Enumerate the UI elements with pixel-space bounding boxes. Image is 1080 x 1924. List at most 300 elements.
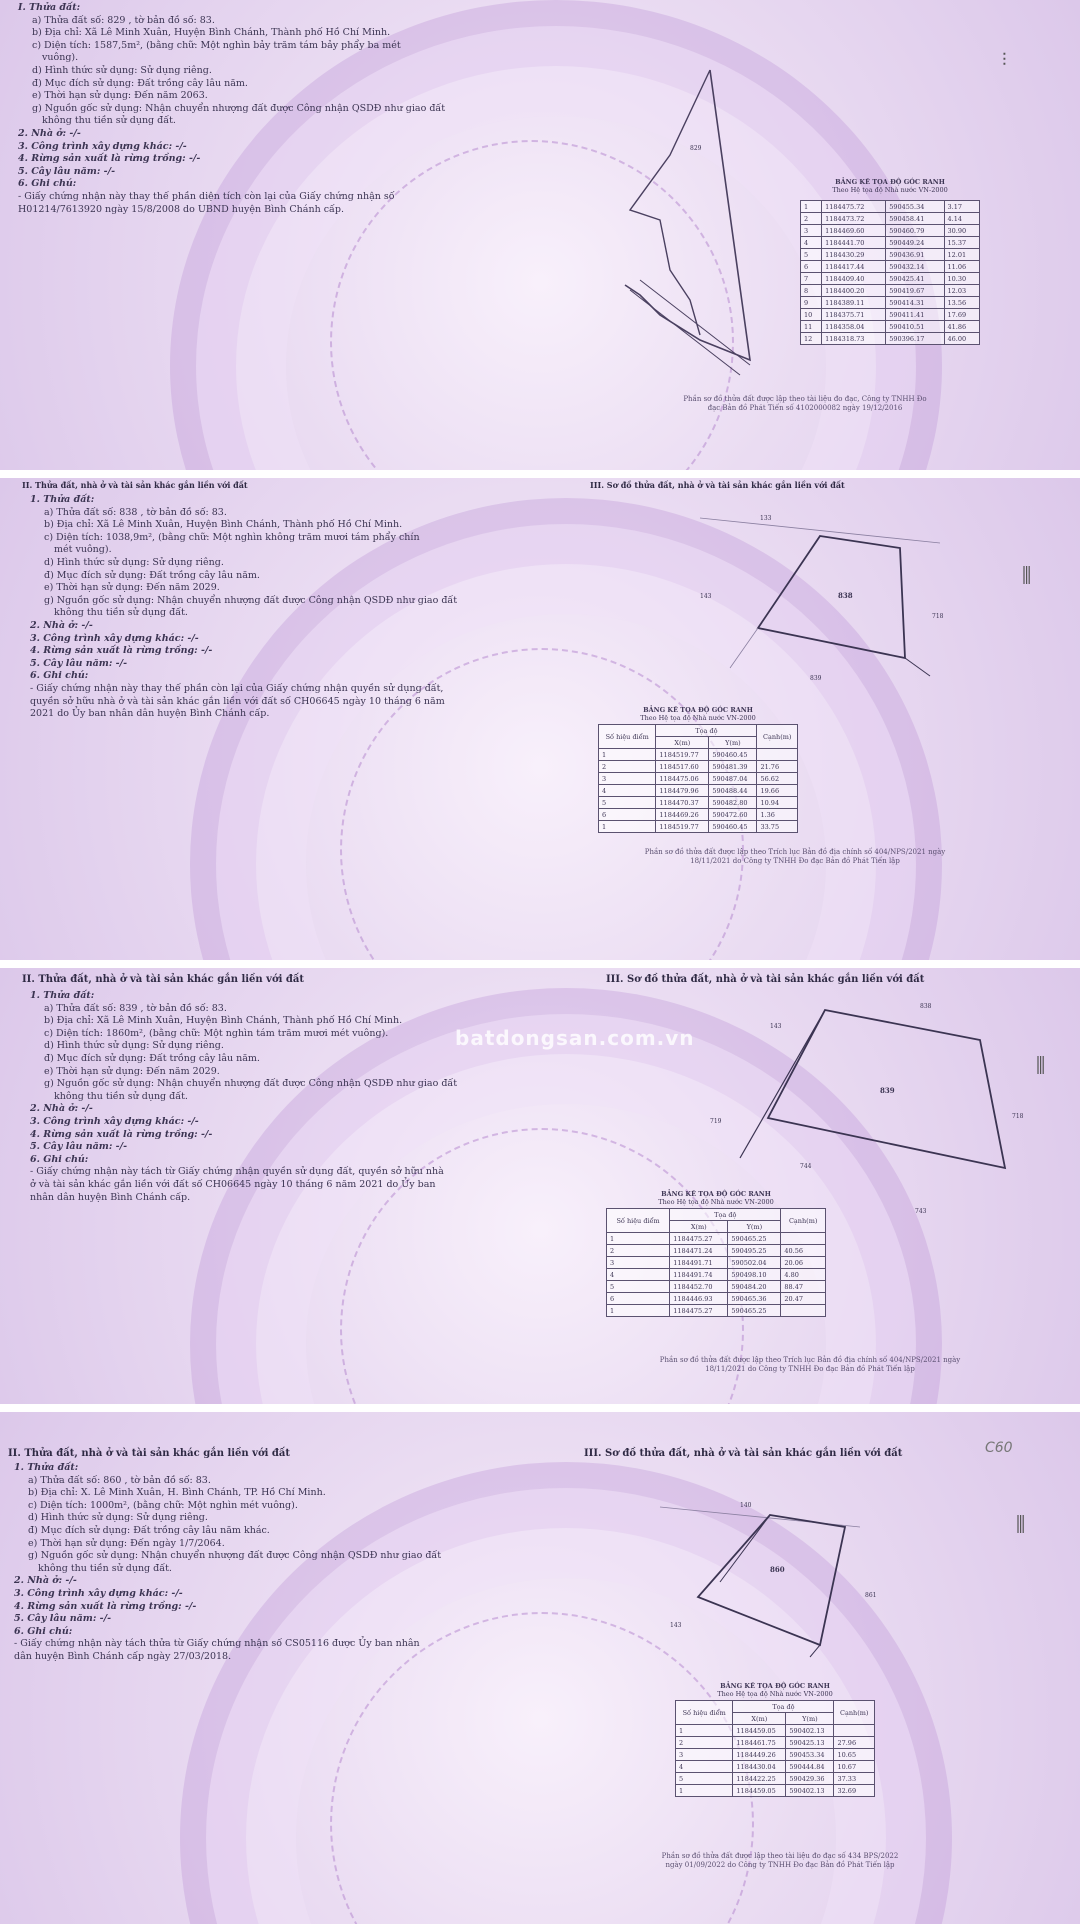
- table-cell: 590472.60: [709, 809, 757, 821]
- info-line: c) Diện tích: 1000m², (bằng chữ: Một nghìn mét vuông).: [28, 1499, 298, 1511]
- table-cell: 1184389.11: [822, 297, 886, 309]
- sheet2-heading-right: III. Sơ đồ thửa đất, nhà ở và tài sản khác gắn liền với đất: [590, 480, 845, 490]
- info-line: không thu tiền sử dụng đất.: [54, 1090, 188, 1102]
- margin-mark: ⫼: [1022, 563, 1032, 587]
- table-cell: 4: [599, 785, 656, 797]
- info-line: 4. Rừng sản xuất là rừng trồng: -/-: [14, 1600, 197, 1612]
- info-line: - Giấy chứng nhận này tách từ Giấy chứng nhận quyền sử dụng đất, quyền sở hữu nhà: [30, 1166, 444, 1178]
- table-cell: 33.75: [757, 821, 798, 833]
- table-cell: 590465.25: [728, 1305, 781, 1317]
- table-row: [676, 1785, 875, 1797]
- table-cell: 6: [599, 809, 656, 821]
- table-cell: 3: [599, 773, 656, 785]
- info-line: g) Nguồn gốc sử dụng: Nhận chuyển nhượng đất được Công nhận QSDĐ như giao đất: [44, 1078, 458, 1090]
- table-cell: 1184461.75: [733, 1737, 786, 1749]
- table-cell: [834, 1725, 875, 1737]
- table-cell: 1184491.74: [670, 1269, 728, 1281]
- info-line: 2. Nhà ở: -/-: [30, 619, 93, 631]
- table-cell: 1184469.60: [822, 225, 886, 237]
- table-cell: 12.03: [944, 285, 979, 297]
- table-cell: 37.33: [834, 1773, 875, 1785]
- info-line: 6. Ghi chú:: [30, 670, 89, 682]
- table-cell: 15.37: [944, 237, 979, 249]
- table-row: [676, 1749, 875, 1761]
- sheet4-parcel-map: [660, 1497, 900, 1671]
- table-cell: 27.96: [834, 1737, 875, 1749]
- table-cell: [781, 1233, 826, 1245]
- info-line: c) Diện tích: 1860m², (bằng chữ: Một nghìn tám trăm mươi mét vuông).: [44, 1027, 389, 1039]
- table-header-cell: Số hiệu điểm: [607, 1209, 670, 1233]
- info-line: không thu tiền sử dụng đất.: [42, 115, 176, 127]
- sheet4-table-caption: BẢNG KÊ TỌA ĐỘ GÓC RANH Theo Hệ tọa độ Nhà nước VN-2000: [717, 1682, 833, 1698]
- neighbor-label: 743: [915, 1208, 927, 1215]
- table-cell: 590396.17: [886, 333, 944, 345]
- info-line: c) Diện tích: 1587,5m², (bằng chữ: Một nghìn bảy trăm tám bảy phẩy ba mét: [32, 39, 401, 51]
- info-line: 1. Thửa đất:: [30, 990, 95, 1001]
- table-header-cell: Tọa độ: [670, 1209, 781, 1221]
- info-line: - Giấy chứng nhận này thay thế phần diện tích còn lại của Giấy chứng nhận số: [18, 190, 395, 202]
- table-cell: 32.69: [834, 1785, 875, 1797]
- parcel-label: 839: [880, 1086, 895, 1095]
- sheet4-land-info: [14, 1462, 441, 1664]
- table-cell: 3: [607, 1257, 670, 1269]
- divider: [0, 1404, 1080, 1412]
- table-cell: 13.56: [944, 297, 979, 309]
- table-cell: 1184446.93: [670, 1293, 728, 1305]
- sheet2-coordinate-table: [598, 724, 798, 833]
- sheet4-heading-right: III. Sơ đồ thửa đất, nhà ở và tài sản khác gắn liền với đất: [584, 1448, 903, 1459]
- info-line: 5. Cây lâu năm: -/-: [18, 165, 116, 177]
- info-line: 5. Cây lâu năm: -/-: [14, 1613, 112, 1625]
- table-cell: 2: [676, 1737, 733, 1749]
- table-cell: 1184409.40: [822, 273, 886, 285]
- info-line: d) Hình thức sử dụng: Sử dụng riêng.: [44, 1040, 224, 1052]
- handwritten-note: C60: [985, 1440, 1013, 1456]
- table-cell: 590482.80: [709, 797, 757, 809]
- table-cell: 46.00: [944, 333, 979, 345]
- table-cell: 2: [599, 761, 656, 773]
- table-cell: 9: [801, 297, 822, 309]
- table-cell: 1184479.96: [656, 785, 709, 797]
- table-cell: 1184459.05: [733, 1725, 786, 1737]
- table-cell: 1184459.05: [733, 1785, 786, 1797]
- certificate-sheet-3: [0, 968, 1080, 1404]
- table-row: [676, 1737, 875, 1749]
- neighbor-label: 838: [920, 1003, 932, 1010]
- table-cell: 3: [676, 1749, 733, 1761]
- neighbor-label: 718: [932, 613, 944, 620]
- info-line: 6. Ghi chú:: [30, 1153, 89, 1165]
- table-cell: 590425.41: [886, 273, 944, 285]
- table-cell: 12: [801, 333, 822, 345]
- sheet2-table-caption: BẢNG KÊ TỌA ĐỘ GÓC RANH Theo Hệ tọa độ Nhà nước VN-2000: [640, 706, 756, 722]
- table-cell: 1184519.77: [656, 821, 709, 833]
- info-line: 2021 do Ủy ban nhân dân huyện Bình Chánh cấp.: [30, 708, 270, 720]
- table-cell: 17.69: [944, 309, 979, 321]
- info-line: không thu tiền sử dụng đất.: [38, 1562, 172, 1574]
- table-cell: 590502.04: [728, 1257, 781, 1269]
- info-line: vuông).: [42, 52, 79, 64]
- table-row: [801, 273, 980, 285]
- table-cell: 19.66: [757, 785, 798, 797]
- table-cell: 1184470.37: [656, 797, 709, 809]
- info-line: 3. Công trình xây dựng khác: -/-: [14, 1587, 183, 1599]
- table-cell: 1: [801, 201, 822, 213]
- table-cell: 1184375.71: [822, 309, 886, 321]
- table-header-cell: Y(m): [728, 1221, 781, 1233]
- table-cell: 590484.20: [728, 1281, 781, 1293]
- table-cell: 590425.13: [786, 1737, 834, 1749]
- table-header-row: [599, 725, 798, 737]
- info-line: 6. Ghi chú:: [14, 1625, 73, 1637]
- sheet3-table-caption: BẢNG KÊ TỌA ĐỘ GÓC RANH Theo Hệ tọa độ Nhà nước VN-2000: [658, 1190, 774, 1206]
- table-header-cell: Số hiệu điểm: [676, 1701, 733, 1725]
- table-header-cell: Cạnh(m): [834, 1701, 875, 1725]
- table-row: [599, 821, 798, 833]
- divider: [0, 960, 1080, 968]
- info-line: b) Địa chỉ: Xã Lê Minh Xuân, Huyện Bình Chánh, Thành phố Hồ Chí Minh.: [32, 27, 391, 39]
- table-cell: 30.90: [944, 225, 979, 237]
- info-line: d) Hình thức sử dụng: Sử dụng riêng.: [28, 1512, 208, 1524]
- table-cell: 3: [801, 225, 822, 237]
- info-line: quyền sở hữu nhà ở và tài sản khác gắn liền với đất số CH06645 ngày 10 tháng 6 năm: [30, 695, 445, 707]
- table-cell: [757, 749, 798, 761]
- sheet3-heading-right: III. Sơ đồ thửa đất, nhà ở và tài sản khác gắn liền với đất: [606, 974, 925, 985]
- info-line: I. Thửa đất:: [18, 2, 81, 13]
- table-cell: 1184430.29: [822, 249, 886, 261]
- table-cell: 590432.14: [886, 261, 944, 273]
- table-cell: 8: [801, 285, 822, 297]
- info-line: 3. Công trình xây dựng khác: -/-: [18, 140, 187, 152]
- table-cell: 590481.39: [709, 761, 757, 773]
- table-cell: 590410.51: [886, 321, 944, 333]
- sheet4-coordinate-table: [675, 1700, 875, 1797]
- table-row: [801, 225, 980, 237]
- info-line: - Giấy chứng nhận này thay thế phần còn lại của Giấy chứng nhận quyền sử dụng đất,: [30, 682, 444, 694]
- sheet3-footnote: Phần sơ đồ thửa đất được lập theo Trích lục Bản đồ địa chính số 404/NPS/2021 ngày 18/11/2021 do Công ty TNHH Đo đạc Bản đồ Phát Tiến lập: [659, 1356, 961, 1373]
- info-line: a) Thửa đất số: 829 , tờ bản đồ số: 83.: [32, 14, 215, 26]
- info-line: b) Địa chỉ: Xã Lê Minh Xuân, Huyện Bình Chánh, Thành phố Hồ Chí Minh.: [44, 519, 403, 531]
- table-cell: 1184519.77: [656, 749, 709, 761]
- table-cell: 6: [607, 1293, 670, 1305]
- margin-mark: ⫶: [1002, 50, 1007, 71]
- watermark: batdongsan.com.vn: [455, 1026, 695, 1050]
- info-line: 2. Nhà ở: -/-: [18, 127, 81, 139]
- table-cell: 1184417.44: [822, 261, 886, 273]
- table-row: [607, 1233, 826, 1245]
- table-cell: 1: [676, 1725, 733, 1737]
- info-line: - Giấy chứng nhận này tách thửa từ Giấy chứng nhận số CS05116 được Ủy ban nhân: [14, 1638, 420, 1650]
- table-cell: 1: [607, 1233, 670, 1245]
- parcel-label: 860: [770, 1565, 785, 1574]
- table-row: [801, 237, 980, 249]
- table-cell: 11: [801, 321, 822, 333]
- table-cell: 590487.04: [709, 773, 757, 785]
- info-line: 4. Rừng sản xuất là rừng trồng: -/-: [18, 153, 201, 165]
- sheet1-footnote: Phần sơ đồ thửa đất được lập theo tài liệu đo đạc, Công ty TNHH Đo đạc Bản đồ Phát Tiến số 4102000082 ngày 19/12/2016: [683, 395, 927, 412]
- table-cell: 1184475.27: [670, 1233, 728, 1245]
- table-header-cell: Tọa độ: [656, 725, 757, 737]
- info-line: e) Thời hạn sử dụng: Đến ngày 1/7/2064.: [28, 1537, 225, 1549]
- table-cell: 590402.13: [786, 1725, 834, 1737]
- info-line: đ) Mục đích sử dụng: Đất trồng cây lâu năm khác.: [28, 1524, 270, 1536]
- certificate-sheet-4: [0, 1412, 1080, 1924]
- table-cell: 1184475.06: [656, 773, 709, 785]
- margin-mark: ⫼: [1016, 1512, 1026, 1536]
- table-header-cell: X(m): [670, 1221, 728, 1233]
- info-line: 5. Cây lâu năm: -/-: [30, 1141, 128, 1153]
- table-cell: 1184475.72: [822, 201, 886, 213]
- table-header-cell: Số hiệu điểm: [599, 725, 656, 749]
- info-line: đ) Mục đích sử dụng: Đất trồng cây lâu năm.: [44, 569, 260, 581]
- table-header-row: [676, 1701, 875, 1713]
- sheet2-footnote: Phần sơ đồ thửa đất được lập theo Trích lục Bản đồ địa chính số 404/NPS/2021 ngày 18/11/2021 do Công ty TNHH Đo đạc Bản đồ Phát Tiến lập: [644, 848, 946, 865]
- table-row: [599, 749, 798, 761]
- table-cell: 4.80: [781, 1269, 826, 1281]
- info-line: 5. Cây lâu năm: -/-: [30, 657, 128, 669]
- table-row: [599, 797, 798, 809]
- table-cell: 10: [801, 309, 822, 321]
- table-cell: 1184422.25: [733, 1773, 786, 1785]
- table-cell: 56.62: [757, 773, 798, 785]
- neighbor-label: 718: [1012, 1113, 1024, 1120]
- sheet3-heading-left: II. Thửa đất, nhà ở và tài sản khác gắn liền với đất: [22, 974, 305, 985]
- sheet3-coordinate-table: [606, 1208, 826, 1317]
- table-row: [607, 1293, 826, 1305]
- table-cell: 1: [599, 749, 656, 761]
- table-row: [607, 1245, 826, 1257]
- info-line: H01214/7613920 ngày 15/8/2008 do UBND huyện Bình Chánh cấp.: [18, 203, 344, 215]
- info-line: 2. Nhà ở: -/-: [30, 1103, 93, 1115]
- sheet4-heading-left: II. Thửa đất, nhà ở và tài sản khác gắn liền với đất: [8, 1448, 291, 1459]
- table-cell: 1184517.60: [656, 761, 709, 773]
- table-header-cell: Cạnh(m): [757, 725, 798, 749]
- table-row: [801, 213, 980, 225]
- table-row: [801, 297, 980, 309]
- table-cell: [781, 1305, 826, 1317]
- table-cell: 590429.36: [786, 1773, 834, 1785]
- table-cell: 20.06: [781, 1257, 826, 1269]
- table-row: [676, 1773, 875, 1785]
- table-cell: 11.06: [944, 261, 979, 273]
- info-line: dân huyện Bình Chánh cấp ngày 27/03/2018.: [14, 1650, 232, 1662]
- margin-mark: ⫼: [1036, 1053, 1046, 1077]
- info-line: 3. Công trình xây dựng khác: -/-: [30, 1115, 199, 1127]
- info-line: g) Nguồn gốc sử dụng: Nhận chuyển nhượng đất được Công nhận QSDĐ như giao đất: [32, 102, 446, 114]
- info-line: c) Diện tích: 1038,9m², (bằng chữ: Một nghìn không trăm mươi tám phẩy chín: [44, 531, 420, 543]
- table-cell: 590449.24: [886, 237, 944, 249]
- info-line: b) Địa chỉ: Xã Lê Minh Xuân, Huyện Bình Chánh, Thành phố Hồ Chí Minh.: [44, 1015, 403, 1027]
- table-cell: 1184318.73: [822, 333, 886, 345]
- table-cell: 40.56: [781, 1245, 826, 1257]
- neighbor-label: 744: [800, 1163, 812, 1170]
- table-header-cell: X(m): [733, 1713, 786, 1725]
- info-line: a) Thửa đất số: 839 , tờ bản đồ số: 83.: [44, 1002, 227, 1014]
- info-line: 4. Rừng sản xuất là rừng trồng: -/-: [30, 645, 213, 657]
- sheet1-land-info: [18, 2, 445, 216]
- neighbor-label: 133: [760, 515, 772, 522]
- sheet4-footnote: Phần sơ đồ thửa đất được lập theo tài liệu đo đạc số 434 BPS/2022 ngày 01/09/2022 do Công ty TNHH Đo đạc Bản đồ Phát Tiến lập: [661, 1852, 899, 1869]
- table-cell: 5: [599, 797, 656, 809]
- table-row: [599, 773, 798, 785]
- divider: [0, 470, 1080, 478]
- table-row: [801, 285, 980, 297]
- table-cell: 5: [801, 249, 822, 261]
- table-cell: 590488.44: [709, 785, 757, 797]
- table-cell: 590436.91: [886, 249, 944, 261]
- table-cell: 1184452.70: [670, 1281, 728, 1293]
- neighbor-label: 839: [810, 675, 822, 682]
- table-cell: 1: [607, 1305, 670, 1317]
- parcel-label: 838: [838, 591, 853, 600]
- table-row: [801, 201, 980, 213]
- table-row: [607, 1281, 826, 1293]
- sheet3-land-info: [30, 990, 457, 1204]
- table-cell: 590458.41: [886, 213, 944, 225]
- table-header-cell: Cạnh(m): [781, 1209, 826, 1233]
- info-line: 6. Ghi chú:: [18, 178, 77, 190]
- table-cell: 1184473.72: [822, 213, 886, 225]
- table-header-cell: Y(m): [709, 737, 757, 749]
- table-cell: 3.17: [944, 201, 979, 213]
- table-header-cell: Y(m): [786, 1713, 834, 1725]
- info-line: 3. Công trình xây dựng khác: -/-: [30, 632, 199, 644]
- table-row: [801, 249, 980, 261]
- neighbor-label: 719: [710, 1118, 722, 1125]
- info-line: a) Thửa đất số: 860 , tờ bản đồ số: 83.: [28, 1474, 211, 1486]
- table-cell: 590402.13: [786, 1785, 834, 1797]
- table-cell: 1: [676, 1785, 733, 1797]
- table-cell: 5: [676, 1773, 733, 1785]
- table-row: [599, 809, 798, 821]
- table-cell: 4: [676, 1761, 733, 1773]
- table-header-cell: X(m): [656, 737, 709, 749]
- certificate-sheet-2: [0, 478, 1080, 960]
- table-cell: 590465.25: [728, 1233, 781, 1245]
- table-row: [599, 785, 798, 797]
- info-line: 1. Thửa đất:: [14, 1462, 79, 1473]
- table-cell: 5: [607, 1281, 670, 1293]
- table-cell: 4: [801, 237, 822, 249]
- table-cell: 1184469.26: [656, 809, 709, 821]
- info-line: ở và tài sản khác gắn liền với đất số CH06645 ngày 10 tháng 6 năm 2021 do Ủy ban: [30, 1178, 436, 1190]
- neighbor-label: 861: [865, 1592, 877, 1599]
- table-cell: 1184449.26: [733, 1749, 786, 1761]
- table-cell: 6: [801, 261, 822, 273]
- table-cell: 21.76: [757, 761, 798, 773]
- table-row: [801, 261, 980, 273]
- table-cell: 1184400.20: [822, 285, 886, 297]
- table-cell: 590453.34: [786, 1749, 834, 1761]
- table-cell: 590460.79: [886, 225, 944, 237]
- table-cell: 41.86: [944, 321, 979, 333]
- info-line: e) Thời hạn sử dụng: Đến năm 2063.: [32, 90, 208, 102]
- info-line: e) Thời hạn sử dụng: Đến năm 2029.: [44, 1065, 220, 1077]
- table-row: [676, 1761, 875, 1773]
- certificate-sheet-1: [0, 0, 1080, 470]
- info-line: đ) Mục đích sử dụng: Đất trồng cây lâu năm.: [44, 1052, 260, 1064]
- table-cell: 12.01: [944, 249, 979, 261]
- table-row: [599, 761, 798, 773]
- table-cell: 590455.34: [886, 201, 944, 213]
- table-cell: 1: [599, 821, 656, 833]
- table-cell: 7: [801, 273, 822, 285]
- table-row: [607, 1305, 826, 1317]
- table-cell: 2: [607, 1245, 670, 1257]
- sheet1-parcel-map: [600, 60, 800, 384]
- table-cell: 590465.36: [728, 1293, 781, 1305]
- table-row: [676, 1725, 875, 1737]
- table-cell: 10.67: [834, 1761, 875, 1773]
- info-line: mét vuông).: [54, 544, 112, 556]
- table-cell: 1184441.70: [822, 237, 886, 249]
- table-cell: 590411.41: [886, 309, 944, 321]
- info-line: không thu tiền sử dụng đất.: [54, 607, 188, 619]
- table-header-cell: Tọa độ: [733, 1701, 834, 1713]
- sheet2-heading-left: II. Thửa đất, nhà ở và tài sản khác gắn liền với đất: [22, 480, 248, 490]
- table-row: [801, 309, 980, 321]
- table-cell: 590495.25: [728, 1245, 781, 1257]
- table-cell: 4.14: [944, 213, 979, 225]
- info-line: a) Thửa đất số: 838 , tờ bản đồ số: 83.: [44, 506, 227, 518]
- sheet1-table-caption: BẢNG KÊ TỌA ĐỘ GÓC RANH Theo Hệ tọa độ Nhà nước VN-2000: [832, 178, 948, 194]
- info-line: g) Nguồn gốc sử dụng: Nhận chuyển nhượng đất được Công nhận QSDĐ như giao đất: [28, 1550, 442, 1562]
- table-cell: 590444.84: [786, 1761, 834, 1773]
- table-cell: 590498.10: [728, 1269, 781, 1281]
- table-cell: 20.47: [781, 1293, 826, 1305]
- parcel-label: 829: [690, 145, 702, 152]
- table-row: [801, 321, 980, 333]
- table-cell: 1184358.04: [822, 321, 886, 333]
- table-cell: 1184430.04: [733, 1761, 786, 1773]
- info-line: 4. Rừng sản xuất là rừng trồng: -/-: [30, 1128, 213, 1140]
- info-line: 2. Nhà ở: -/-: [14, 1575, 77, 1587]
- neighbor-label: 143: [770, 1023, 782, 1030]
- table-cell: 10.30: [944, 273, 979, 285]
- table-cell: 590460.45: [709, 749, 757, 761]
- sheet2-parcel-map: [700, 508, 960, 692]
- table-cell: 4: [607, 1269, 670, 1281]
- table-cell: 10.65: [834, 1749, 875, 1761]
- sheet2-land-info: [30, 494, 457, 721]
- info-line: b) Địa chỉ: X. Lê Minh Xuân, H. Bình Chánh, TP. Hồ Chí Minh.: [28, 1487, 326, 1499]
- info-line: nhân dân huyện Bình Chánh cấp.: [30, 1191, 191, 1203]
- info-line: đ) Mục đích sử dụng: Đất trồng cây lâu năm.: [32, 77, 248, 89]
- neighbor-label: 143: [670, 1622, 682, 1629]
- table-cell: 590414.31: [886, 297, 944, 309]
- table-row: [607, 1269, 826, 1281]
- table-cell: 590419.67: [886, 285, 944, 297]
- table-cell: 1.36: [757, 809, 798, 821]
- info-line: e) Thời hạn sử dụng: Đến năm 2029.: [44, 582, 220, 594]
- neighbor-label: 143: [700, 593, 712, 600]
- table-cell: 1184471.24: [670, 1245, 728, 1257]
- table-row: [607, 1257, 826, 1269]
- table-cell: 1184491.71: [670, 1257, 728, 1269]
- sheet1-coordinate-table: [800, 200, 980, 345]
- info-line: d) Hình thức sử dụng: Sử dụng riêng.: [44, 556, 224, 568]
- table-cell: 590460.45: [709, 821, 757, 833]
- table-cell: 1184475.27: [670, 1305, 728, 1317]
- info-line: 1. Thửa đất:: [30, 494, 95, 505]
- table-cell: 10.94: [757, 797, 798, 809]
- table-header-row: [607, 1209, 826, 1221]
- table-cell: 2: [801, 213, 822, 225]
- table-row: [801, 333, 980, 345]
- info-line: d) Hình thức sử dụng: Sử dụng riêng.: [32, 64, 212, 76]
- info-line: g) Nguồn gốc sử dụng: Nhận chuyển nhượng đất được Công nhận QSDĐ như giao đất: [44, 594, 458, 606]
- table-cell: 88.47: [781, 1281, 826, 1293]
